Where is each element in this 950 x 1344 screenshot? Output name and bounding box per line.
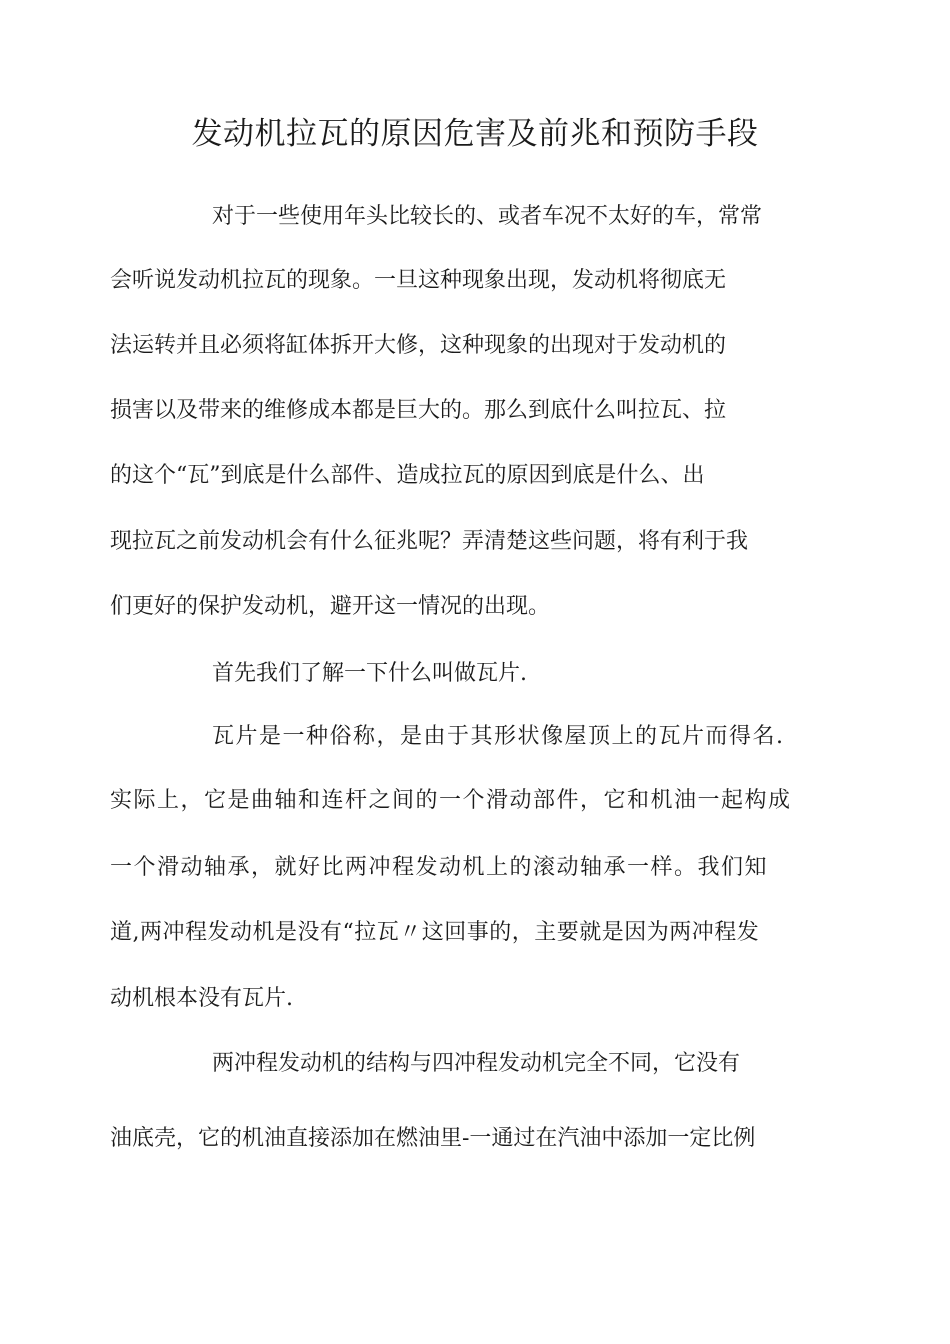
paragraph-line: 首先我们了解一下什么叫做瓦片. xyxy=(212,661,527,686)
paragraph-line: 瓦片是一种俗称，是由于其形状像屋顶上的瓦片而得名. xyxy=(212,724,785,749)
paragraph-line: 动机根本没有瓦片. xyxy=(110,986,293,1011)
paragraph-line: 损害以及带来的维修成本都是巨大的。那么到底什么叫拉瓦、拉 xyxy=(110,398,727,423)
paragraph-line: 一个滑动轴承，就好比两冲程发动机上的滚动轴承一样。我们知 xyxy=(110,855,769,880)
paragraph-line: 两冲程发动机的结构与四冲程发动机完全不同，它没有 xyxy=(212,1051,741,1076)
paragraph-line: 们更好的保护发动机，避开这一情况的出现。 xyxy=(110,594,551,619)
paragraph-line: 现拉瓦之前发动机会有什么征兆呢？弄清楚这些问题，将有利于我 xyxy=(110,529,749,554)
paragraph-line: 对于一些使用年头比较长的、或者车况不太好的车，常常 xyxy=(212,204,763,229)
paragraph-line: 油底壳，它的机油直接添加在燃油里-一通过在汽油中添加一定比例 xyxy=(110,1126,756,1151)
paragraph-line: 法运转并且必须将缸体拆开大修，这种现象的出现对于发动机的 xyxy=(110,333,727,358)
paragraph-line: 的这个“瓦”到底是什么部件、造成拉瓦的原因到底是什么、出 xyxy=(110,463,705,488)
paragraph-line: 道,两冲程发动机是没有“拉瓦〃这回事的，主要就是因为两冲程发 xyxy=(110,920,760,945)
paragraph-line: 会听说发动机拉瓦的现象。一旦这种现象出现，发动机将彻底无 xyxy=(110,268,727,293)
paragraph-line: 实际上，它是曲轴和连杆之间的一个滑动部件，它和机油一起构成 xyxy=(110,788,792,813)
document-title: 发动机拉瓦的原因危害及前兆和预防手段 xyxy=(191,116,759,152)
